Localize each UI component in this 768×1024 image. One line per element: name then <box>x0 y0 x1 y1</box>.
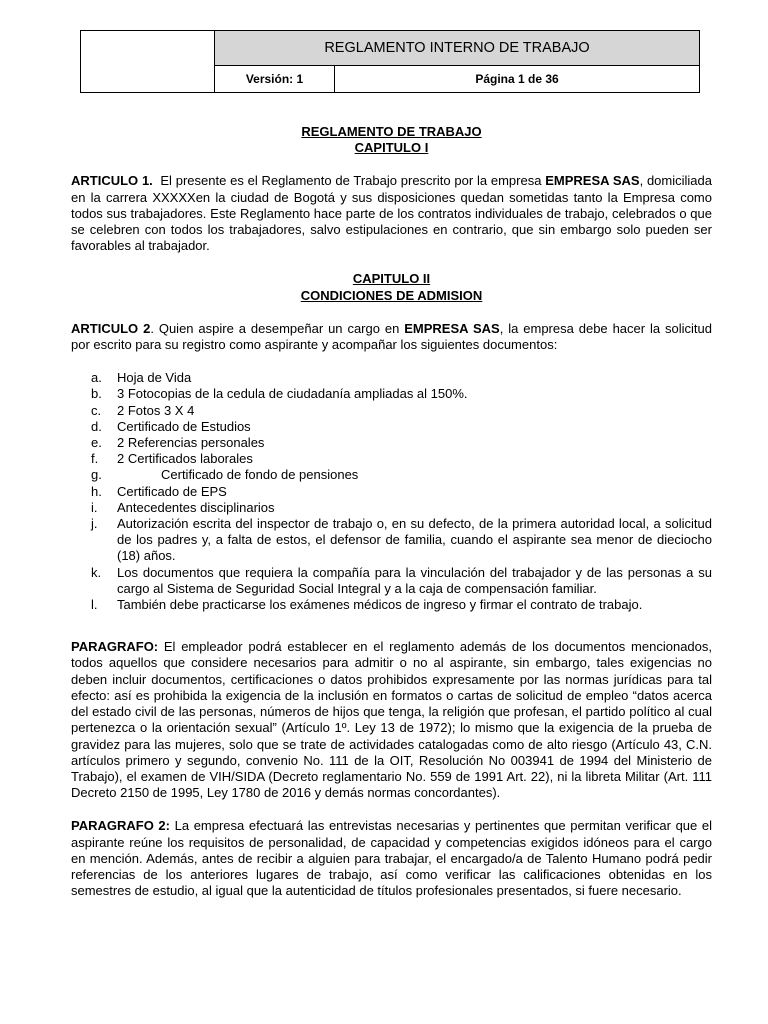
version-label: Versión: 1 <box>215 66 335 92</box>
article-label: ARTICULO 2 <box>71 320 151 336</box>
article-label: ARTICULO 1. <box>71 173 153 189</box>
list-item: c. 2 Fotos 3 X 4 <box>91 402 195 418</box>
document-title: REGLAMENTO INTERNO DE TRABAJO <box>215 31 699 66</box>
list-item: l. También debe practicarse los exámenes médicos de ingreso y firmar el contrato de trabajo. <box>91 597 643 613</box>
list-item: e. 2 Referencias personales <box>91 435 265 451</box>
list-item: f. 2 Certificados laborales <box>91 451 253 467</box>
logo-cell <box>81 31 215 92</box>
paragraph-1: PARAGRAFO: El empleador podrá establecer en el reglamento además de los documentos mencionados, todos aquellos que considere necesarios para admitir o no al aspirante, sin embargo, tales exigencias no deben incluir documentos, certificaciones o datos prohibidos expresamente por las normas jurídicas para tal efecto: así es prohibida la exigencia de la inclusión en formatos o cartas de solicitud de empleo “datos acerca del estado civil de las personas, números de hijos que tenga, la religión que profesan, el partido político al cual pertenezca o la orientación sexual” (Artículo 1º. Ley 13 de 1972); lo mismo que la exigencia de la prueba de gravidez para las mujeres, solo que se trate de actividades catalogadas como de alto riesgo (Artículo 43, C.N. artículos primero y segundo, convenio No. 111 de la OIT, Resolución No 003941 de 1994 del Ministerio de Trabajo), el examen de VIH/SIDA (Decreto reglamentario No. 559 de 1991 Art. 22), ni la libreta Militar (Art. 111 Decreto 2150 de 1995, Ley 1780 de 2016 y demás normas concordantes). <box>71 639 712 801</box>
list-item: g. Certificado de fondo de pensiones <box>91 467 359 483</box>
section-heading: CONDICIONES DE ADMISION <box>300 287 483 303</box>
document-body <box>71 124 712 899</box>
company-name: EMPRESA SAS <box>404 320 500 336</box>
page-number: Página 1 de 36 <box>475 72 559 86</box>
paragraph-label: PARAGRAFO 2: <box>71 818 170 834</box>
list-item: i. Antecedentes disciplinarios <box>91 499 275 515</box>
paragraph-label: PARAGRAFO: <box>71 639 159 655</box>
document-header-table <box>80 30 700 93</box>
list-item: a. Hoja de Vida <box>91 370 192 386</box>
list-item: b. 3 Fotocopias de la cedula de ciudadanía ampliadas al 150%. <box>91 386 468 402</box>
company-name: EMPRESA SAS <box>545 173 640 189</box>
chapter-heading: CAPITULO I <box>354 140 429 156</box>
section-heading: REGLAMENTO DE TRABAJO <box>301 124 482 139</box>
article-1: ARTICULO 1. El presente es el Reglamento de Trabajo prescrito por la empresa EMPRESA SAS, domiciliada en la carrera XXXXXen la ciudad de Bogotá y sus disposiciones quedan sometidas tanto la Empresa como todos sus trabajadores. Este Reglamento hace parte de los contratos individuales de trabajo, celebrados o que se celebren con todos los trabajadores, salvo estipulaciones en contrario, que sin embargo solo pueden ser favorables al trabajador. <box>71 173 712 254</box>
required-documents-list <box>71 370 712 613</box>
list-item: k. Los documentos que requiera la compañía para la vinculación del trabajador y de las personas a su cargo al Sistema de Seguridad Social Integral y a la caja de compensación familiar. <box>91 564 712 596</box>
list-item: d. Certificado de Estudios <box>91 418 251 434</box>
list-item: h. Certificado de EPS <box>91 483 227 499</box>
article-2: ARTICULO 2. Quien aspire a desempeñar un cargo en EMPRESA SAS, la empresa debe hacer la solicitud por escrito para su registro como aspirante y acompañar los siguientes documentos: <box>71 320 712 353</box>
chapter-heading: CAPITULO II <box>352 271 431 287</box>
list-item: j. Autorización escrita del inspector de trabajo o, en su defecto, de la primera autoridad local, a solicitud de los padres y, a falta de estos, el defensor de familia, cuando el aspirante sea menor de dieciocho (18) años. <box>91 516 712 564</box>
paragraph-2: PARAGRAFO 2: La empresa efectuará las entrevistas necesarias y pertinentes que permitan verificar que el aspirante reúne los requisitos de personalidad, de capacidad y competencias exigidos idóneos para el cargo en mención. Además, antes de recibir a alguien para trabajar, el encargado/a de Talento Humano podrá pedir referencias de los anteriores lugares de trabajo, así como verificar las calificaciones obtenidas en los semestres de estudio, al igual que la autenticidad de títulos profesionales presentados, si fuere necesario. <box>71 818 713 899</box>
